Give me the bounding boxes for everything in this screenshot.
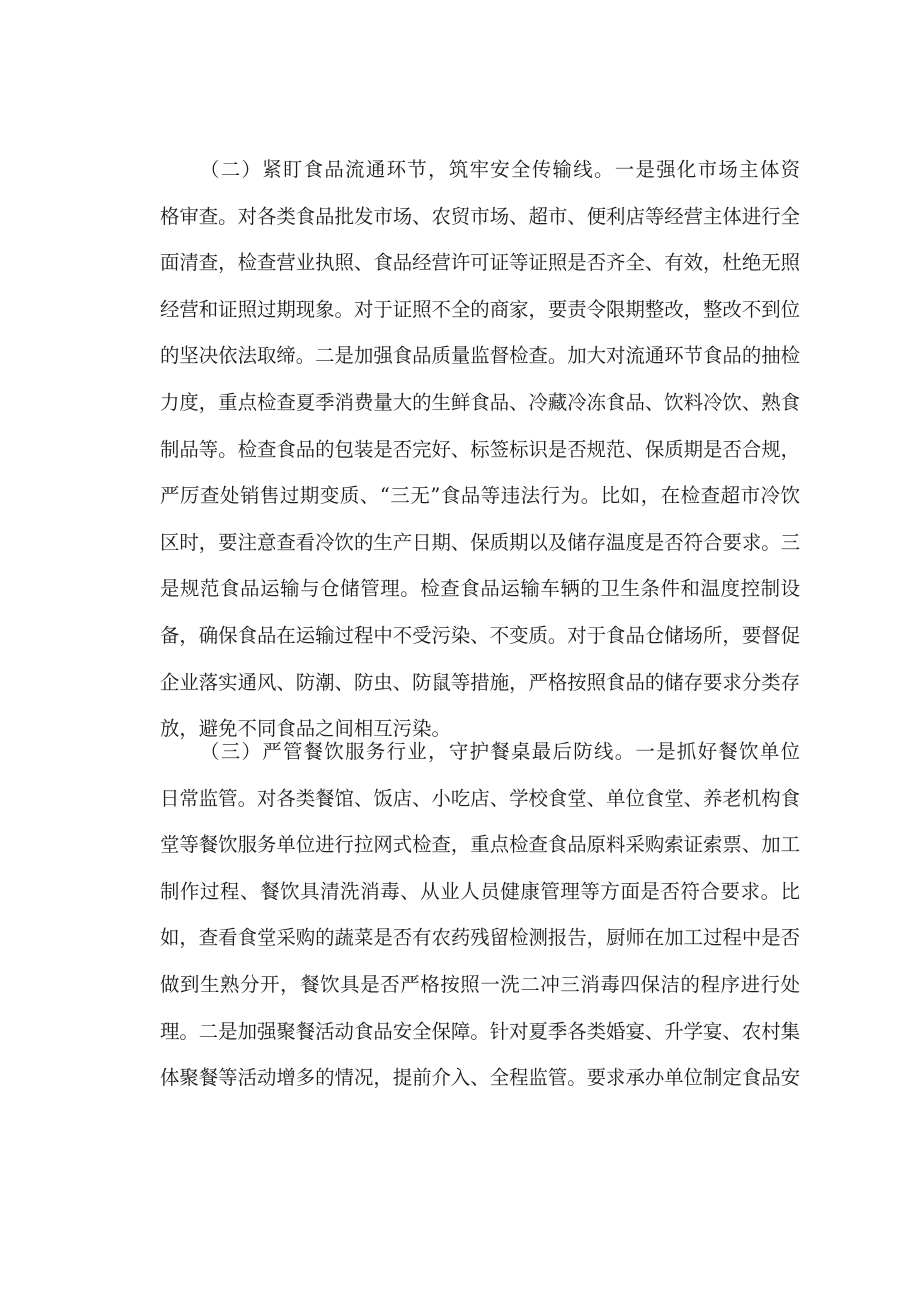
text-line: 格审查。对各类食品批发市场、农贸市场、超市、便利店等经营主体进行全 (160, 204, 800, 228)
text-line: 是规范食品运输与仓储管理。检查食品运输车辆的卫生条件和温度控制设 (160, 577, 800, 601)
text-line: （三）严管餐饮服务行业，守护餐桌最后防线。一是抓好餐饮单位 (200, 740, 800, 763)
text-line: 做到生熟分开，餐饮具是否严格按照一洗二冲三消毒四保洁的程序进行处 (160, 972, 800, 996)
text-line: 放，避免不同食品之间相互污染。 (160, 717, 451, 741)
text-line: 的坚决依法取缔。二是加强食品质量监督检查。加大对流通环节食品的抽检 (160, 344, 800, 368)
text-line: 日常监管。对各类餐馆、饭店、小吃店、学校食堂、单位食堂、养老机构食 (160, 786, 800, 810)
text-line: 体聚餐等活动增多的情况，提前介入、全程监管。要求承办单位制定食品安 (160, 1066, 800, 1090)
text-line: 备，确保食品在运输过程中不受污染、不变质。对于食品仓储场所，要督促 (160, 623, 800, 647)
text-line: 区时，要注意查看冷饮的生产日期、保质期以及储存温度是否符合要求。三 (160, 530, 800, 554)
text-line: 严厉查处销售过期变质、“三无”食品等违法行为。比如，在检查超市冷饮 (160, 484, 800, 508)
paragraph-food-circulation (160, 147, 800, 753)
text-line: 理。二是加强聚餐活动食品安全保障。针对夏季各类婚宴、升学宴、农村集 (160, 1019, 800, 1043)
text-line: 制作过程、餐饮具清洗消毒、从业人员健康管理等方面是否符合要求。比 (160, 879, 800, 903)
text-line: 堂等餐饮服务单位进行拉网式检查，重点检查食品原料采购索证索票、加工 (160, 833, 800, 857)
text-line: 企业落实通风、防潮、防虫、防鼠等措施，严格按照食品的储存要求分类存 (160, 670, 800, 694)
text-line: （二）紧盯食品流通环节，筑牢安全传输线。一是强化市场主体资 (200, 158, 800, 181)
text-line: 面清查，检查营业执照、食品经营许可证等证照是否齐全、有效，杜绝无照 (160, 251, 800, 275)
text-line: 力度，重点检查夏季消费量大的生鲜食品、冷藏冷冻食品、饮料冷饮、熟食 (160, 390, 800, 414)
text-line: 如，查看食堂采购的蔬菜是否有农药残留检测报告，厨师在加工过程中是否 (160, 926, 800, 950)
paragraph-catering-service (160, 729, 800, 1102)
text-line: 经营和证照过期现象。对于证照不全的商家，要责令限期整改，整改不到位 (160, 297, 800, 321)
text-line: 制品等。检查食品的包装是否完好、标签标识是否规范、保质期是否合规， (160, 437, 800, 461)
